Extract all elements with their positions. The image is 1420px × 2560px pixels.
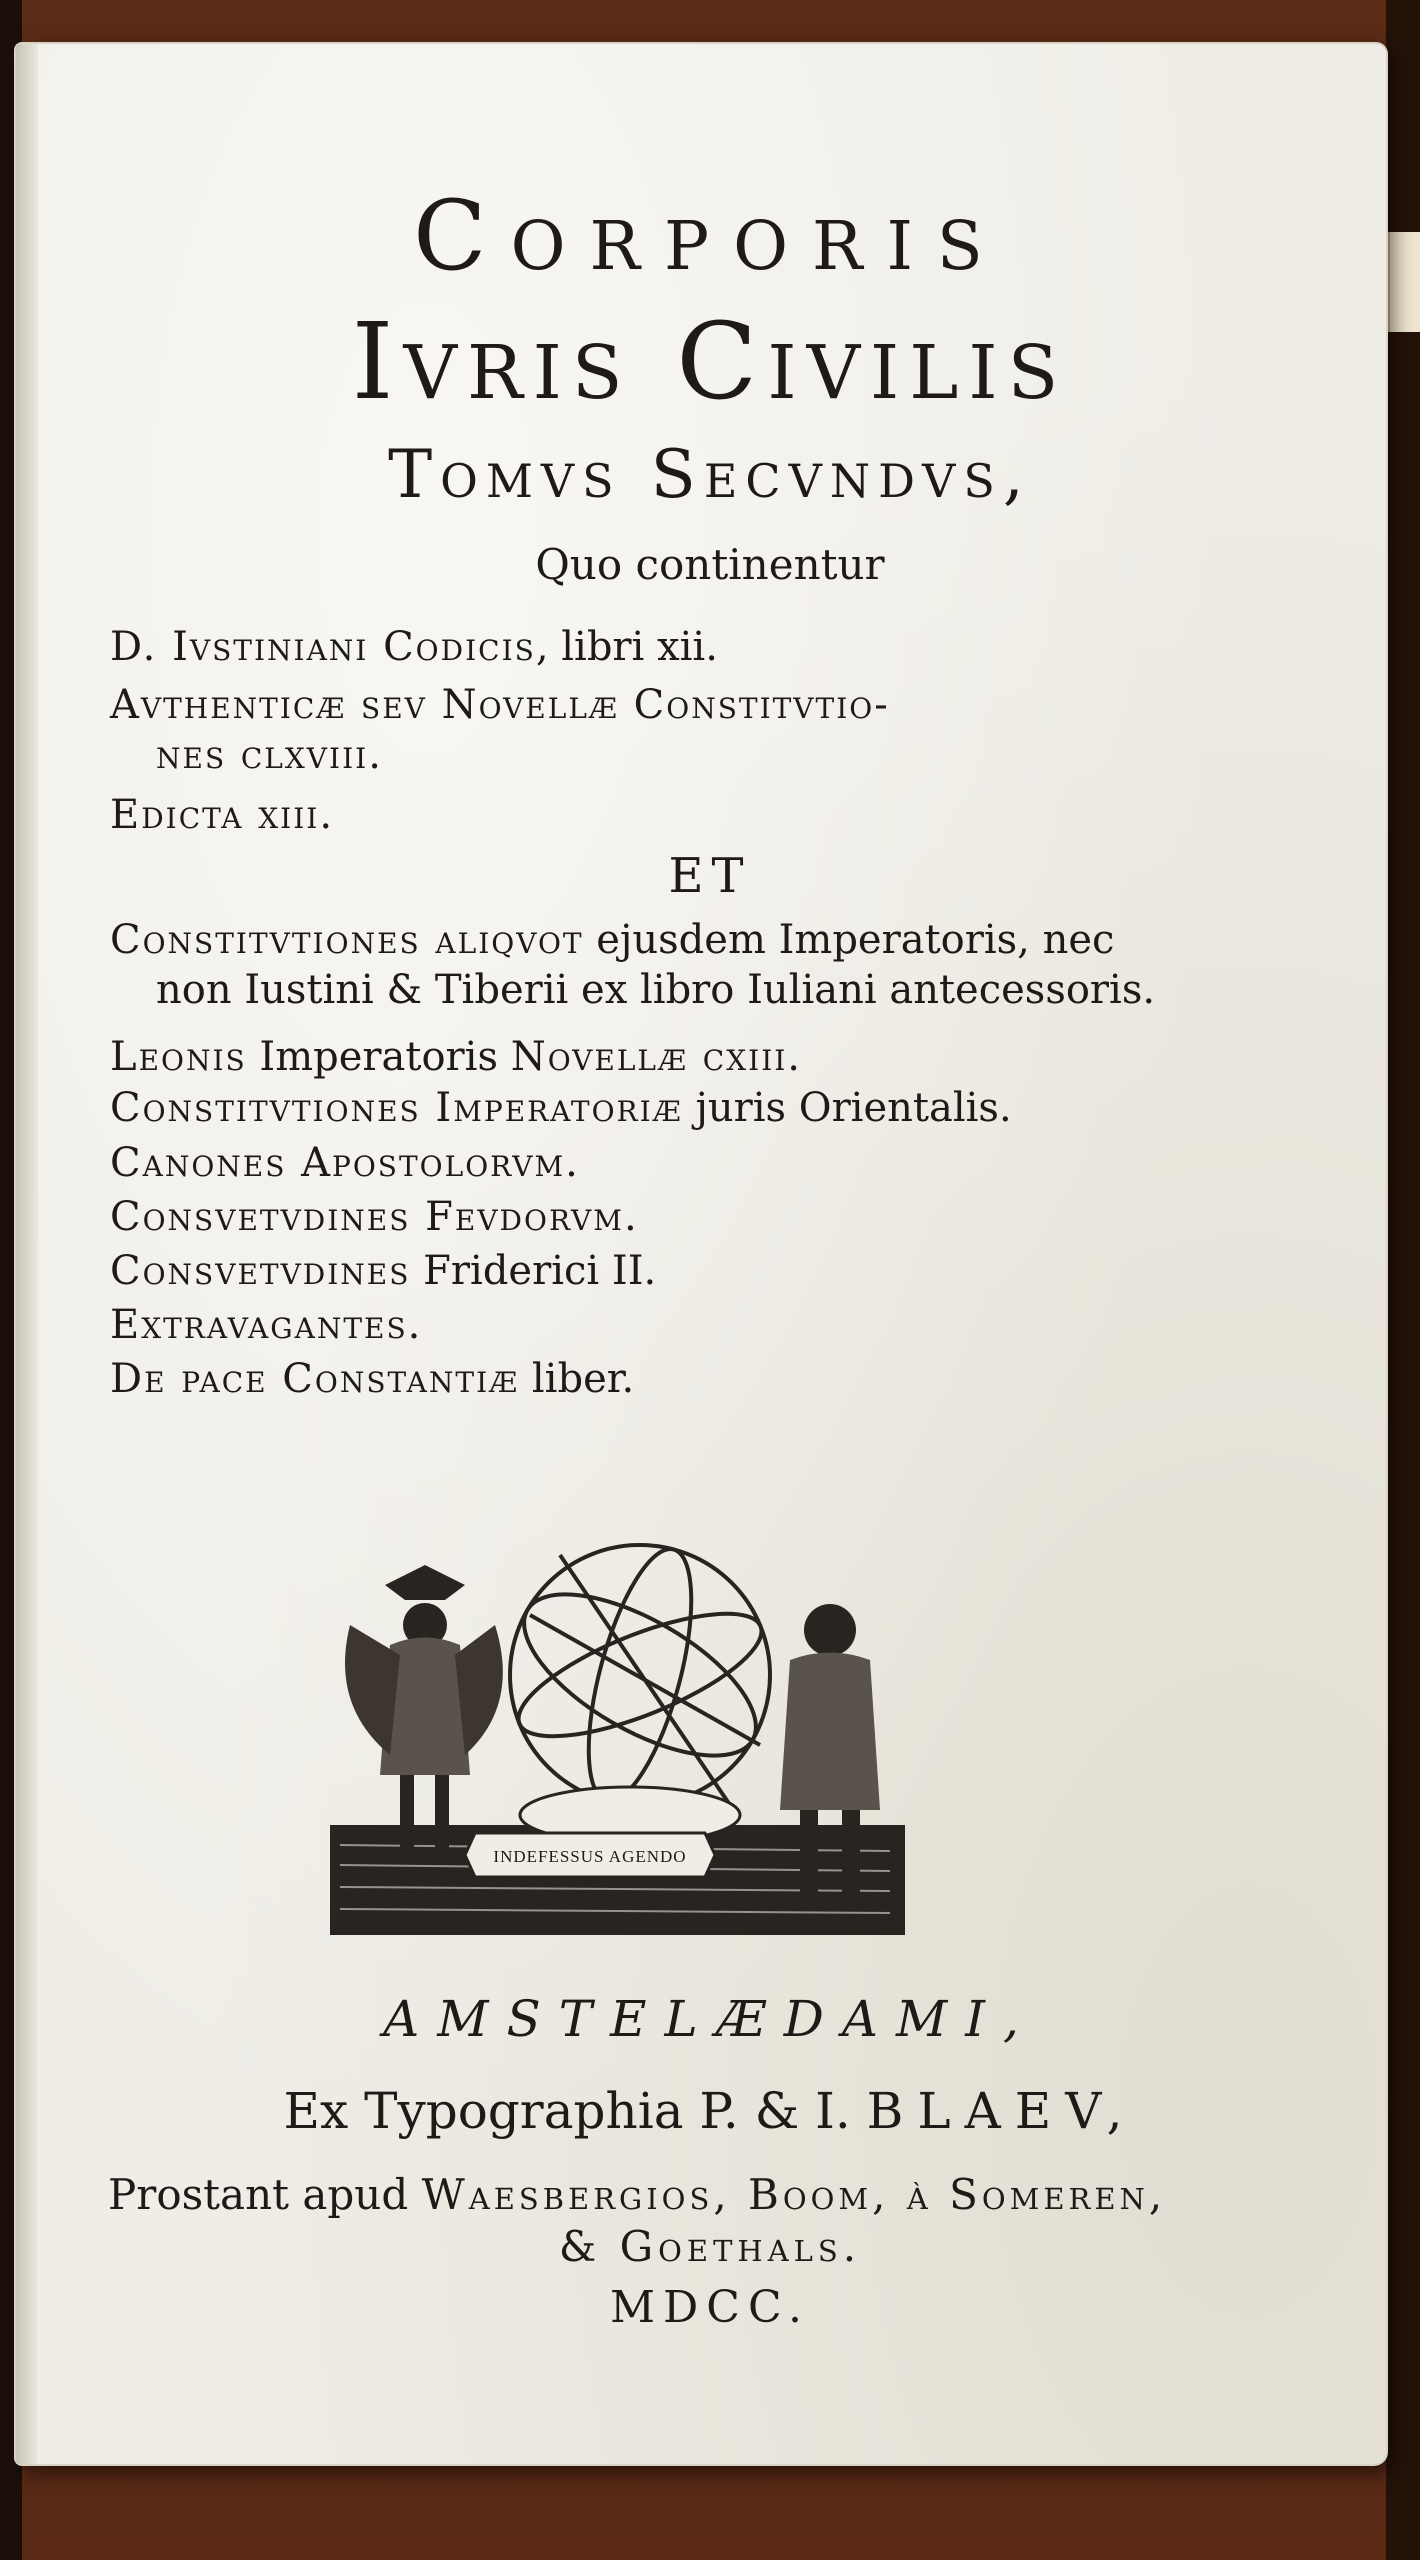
et-separator: ET bbox=[668, 848, 752, 904]
intro-line: Quo continentur bbox=[535, 540, 885, 589]
extravagantes-text: Extravagantes. bbox=[110, 1302, 423, 1348]
contents-item-authenticae bbox=[110, 680, 1230, 780]
constitutiones-rest: ejusdem Imperatoris, nec bbox=[583, 917, 1115, 963]
edicta-text: Edicta xiii. bbox=[110, 792, 335, 838]
imprint-year: MDCC. bbox=[609, 2282, 811, 2333]
contents-item-extravagantes bbox=[110, 1300, 1230, 1350]
imprint-press-name: BLAEV, bbox=[866, 2082, 1137, 2140]
constitutiones-name: Constitvtiones aliqvot bbox=[110, 917, 584, 963]
printers-device-woodcut bbox=[330, 1515, 905, 1965]
contents-item-leonis bbox=[110, 1032, 1230, 1082]
imprint-sellers-pre: Prostant apud bbox=[108, 2170, 422, 2219]
imprint-sellers-last bbox=[0, 2222, 1420, 2271]
contents-item-imperatoriae bbox=[110, 1083, 1230, 1133]
imprint-goethals: & Goethals. bbox=[558, 2222, 862, 2271]
contents-item-constitutiones bbox=[110, 915, 1230, 1015]
contents-item-codex bbox=[110, 622, 1230, 672]
imprint-sellers-names: Waesbergios, Boom, à Someren, bbox=[421, 2170, 1167, 2219]
feudorum-text: Consvetvdines Fevdorvm. bbox=[110, 1194, 639, 1240]
winged-figure bbox=[345, 1565, 503, 1855]
leonis-mid: Imperatoris bbox=[246, 1034, 511, 1080]
contents-item-pace bbox=[110, 1354, 1230, 1404]
imperatoriae-name: Constitvtiones Imperatoriæ bbox=[110, 1085, 683, 1131]
authenticae-line-1: Avthenticæ sev Novellæ Constitvtio- bbox=[110, 682, 890, 728]
pace-constantiae: Constantiæ bbox=[267, 1356, 520, 1402]
contents-item-edicta bbox=[110, 790, 1230, 840]
pace-name: De pace bbox=[110, 1356, 268, 1402]
imprint-press-pre: Ex Typographia P. & I. bbox=[283, 2082, 867, 2140]
codex-rest: , libri xii. bbox=[535, 624, 718, 670]
contents-item-feudorum bbox=[110, 1192, 1230, 1242]
imperatoriae-rest: juris Orientalis. bbox=[682, 1085, 1012, 1131]
contents-item-friderici bbox=[110, 1246, 1230, 1296]
title-line-2: Ivris Civilis bbox=[351, 300, 1069, 423]
imprint-city: AMSTELÆDAMI, bbox=[383, 1990, 1037, 2048]
title-line-3: Tomvs Secvndvs, bbox=[388, 436, 1032, 513]
armillary-sphere bbox=[500, 1539, 780, 1811]
constitutiones-line-2: non Iustini & Tiberii ex libro Iuliani antecessoris. bbox=[156, 967, 1156, 1013]
imprint-press bbox=[0, 2082, 1420, 2140]
friderici-rest: Friderici II. bbox=[410, 1248, 657, 1294]
leonis-novellae: Novellæ cxiii. bbox=[510, 1034, 803, 1080]
authenticae-line-2: nes clxviii. bbox=[156, 732, 383, 778]
imprint-sellers bbox=[108, 2168, 1168, 2222]
codex-name: D. Ivstiniani Codicis bbox=[110, 624, 536, 670]
motto-text: INDEFESSUS AGENDO bbox=[493, 1847, 687, 1866]
title-line-1: Corporis bbox=[413, 180, 1007, 292]
leonis-name: Leonis bbox=[110, 1034, 247, 1080]
pace-rest: liber. bbox=[519, 1356, 635, 1402]
canones-text: Canones Apostolorvm. bbox=[110, 1140, 580, 1186]
friderici-name: Consvetvdines bbox=[110, 1248, 411, 1294]
contents-item-canones bbox=[110, 1138, 1230, 1188]
